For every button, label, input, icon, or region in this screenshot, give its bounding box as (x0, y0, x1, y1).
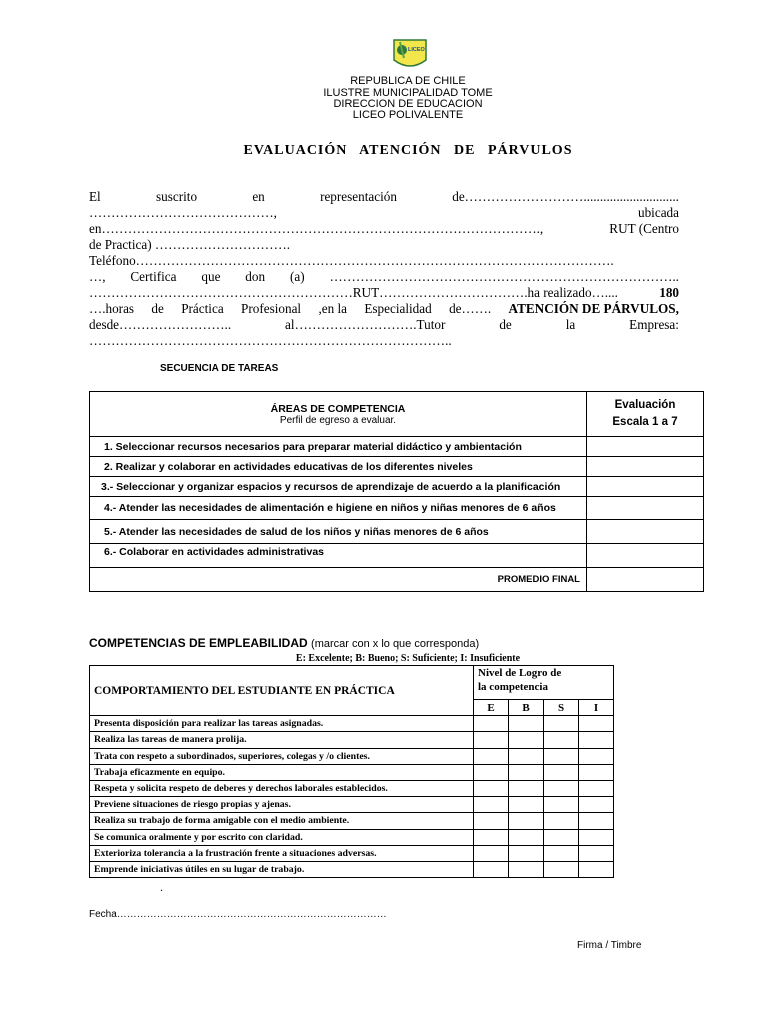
header-direction: DIRECCION DE EDUCACION (333, 98, 483, 110)
paragraph-line-3 (89, 221, 679, 237)
behavior-row: Realiza las tareas de manera prolija. (90, 732, 474, 748)
text-span: de………………………............................. (452, 189, 679, 204)
text-span: de……. (449, 301, 492, 316)
grade-cell[interactable] (587, 477, 704, 497)
behavior-row: Emprende iniciativas útiles en su lugar de trabajo. (90, 861, 474, 877)
grade-cell[interactable] (587, 544, 704, 568)
text-span: ….horas (89, 301, 135, 316)
text-span: representación (320, 189, 397, 204)
average-cell[interactable] (587, 568, 704, 592)
text-span: que (201, 269, 221, 284)
behavior-row: Realiza su trabajo de forma amigable con el medio ambiente. (90, 813, 474, 829)
page-title: EVALUACIÓN ATENCIÓN DE PÁRVULOS (243, 143, 573, 158)
text-span: …, (89, 269, 106, 284)
mark-cell-s[interactable] (544, 732, 579, 748)
behavior-row: Presenta disposición para realizar las tareas asignadas. (90, 716, 474, 732)
mark-cell-i[interactable] (579, 764, 614, 780)
mark-cell-b[interactable] (509, 764, 544, 780)
competence-header-cell (90, 392, 587, 437)
mark-cell-b[interactable] (509, 829, 544, 845)
competence-item: 2. Realizar y colaborar en actividades educativas de los diferentes niveles (90, 457, 587, 477)
paragraph-line-2 (89, 205, 679, 221)
rating-scale-legend: E: Excelente; B: Bueno; S: Suficiente; I: Insuficiente (295, 653, 521, 664)
mark-cell-e[interactable] (474, 732, 509, 748)
mark-cell-s[interactable] (544, 829, 579, 845)
mark-cell-b[interactable] (509, 861, 544, 877)
text-span: en (252, 189, 265, 204)
paragraph-line-8 (89, 301, 679, 317)
achievement-level-line-1: Nivel de Logro de (478, 667, 562, 679)
behavior-row: Exterioriza tolerancia a la frustración frente a situaciones adversas. (90, 845, 474, 861)
level-header-e: E (474, 700, 509, 716)
evaluation-scale: Escala 1 a 7 (612, 416, 678, 428)
text-span: Empresa: (629, 317, 679, 332)
mark-cell-b[interactable] (509, 813, 544, 829)
paragraph-line-1 (89, 189, 679, 205)
school-logo (390, 38, 430, 72)
mark-cell-e[interactable] (474, 845, 509, 861)
competence-item: 5.- Atender las necesidades de salud de los niños y niñas menores de 6 años (90, 520, 587, 544)
mark-cell-i[interactable] (579, 813, 614, 829)
text-span: Certifica (130, 269, 177, 284)
mark-cell-s[interactable] (544, 716, 579, 732)
competence-item: 6.- Colaborar en actividades administrativas (90, 544, 587, 568)
text-span: ubicada (637, 205, 679, 220)
grade-cell[interactable] (587, 497, 704, 520)
mark-cell-i[interactable] (579, 732, 614, 748)
employability-heading (89, 636, 479, 650)
text-span: en………………………………………………………………………………………., (89, 221, 544, 236)
mark-cell-b[interactable] (509, 748, 544, 764)
mark-cell-e[interactable] (474, 861, 509, 877)
mark-cell-i[interactable] (579, 845, 614, 861)
mark-cell-i[interactable] (579, 780, 614, 796)
text-span: Profesional (241, 301, 302, 316)
behavior-row: Trabaja eficazmente en equipo. (90, 764, 474, 780)
behavior-row: Respeta y solicita respeto de deberes y derechos laborales establecidos. (90, 780, 474, 796)
mark-cell-b[interactable] (509, 845, 544, 861)
competence-item: 4.- Atender las necesidades de alimentación e higiene en niños y niñas menores de 6 años (90, 497, 587, 520)
text-span: ……………………………………………………RUT…………………………….ha realizado….... (89, 285, 618, 300)
employability-title: COMPETENCIAS DE EMPLEABILIDAD (89, 636, 308, 650)
average-label: PROMEDIO FINAL (90, 568, 587, 592)
evaluation-header-cell (587, 392, 704, 437)
grade-cell[interactable] (587, 437, 704, 457)
employability-table (89, 665, 614, 878)
evaluation-header-title: Evaluación (614, 399, 676, 411)
mark-cell-s[interactable] (544, 748, 579, 764)
mark-cell-b[interactable] (509, 716, 544, 732)
employability-note: (marcar con x lo que corresponda) (311, 638, 480, 650)
hours-value: 180 (659, 285, 679, 300)
mark-cell-b[interactable] (509, 780, 544, 796)
paragraph-line-5: Teléfono………………………………………………………………………………………………. (89, 253, 614, 268)
paragraph-line-10: ……………………………………………………………………….. (89, 333, 452, 348)
text-span: …………………………………………………………………….. (329, 269, 679, 284)
stray-dot: . (160, 880, 163, 894)
paragraph-line-6 (89, 269, 679, 285)
competence-table (89, 391, 704, 592)
mark-cell-e[interactable] (474, 780, 509, 796)
text-span: Especialidad (364, 301, 432, 316)
text-span: (a) (289, 269, 305, 284)
signature-label: Firma / Timbre (577, 940, 642, 951)
mark-cell-s[interactable] (544, 780, 579, 796)
grade-cell[interactable] (587, 457, 704, 477)
mark-cell-s[interactable] (544, 845, 579, 861)
competence-header-title: ÁREAS DE COMPETENCIA (270, 402, 406, 415)
mark-cell-s[interactable] (544, 797, 579, 813)
mark-cell-e[interactable] (474, 716, 509, 732)
text-span: desde…………………….. (89, 317, 232, 332)
header-municipality: ILUSTRE MUNICIPALIDAD TOME (323, 87, 493, 99)
competence-item: 1. Seleccionar recursos necesarios para preparar material didáctico y ambientación (90, 437, 587, 457)
behavior-row: Se comunica oralmente y por escrito con claridad. (90, 829, 474, 845)
mark-cell-s[interactable] (544, 861, 579, 877)
mark-cell-b[interactable] (509, 732, 544, 748)
competence-header-subtitle: Perfil de egreso a evaluar. (279, 414, 397, 426)
text-span: don (245, 269, 266, 284)
level-header-b: B (509, 700, 544, 716)
text-span: de (499, 317, 512, 332)
mark-cell-e[interactable] (474, 748, 509, 764)
achievement-level-header (474, 666, 614, 700)
text-span: suscrito (156, 189, 198, 204)
behavior-row: Previene situaciones de riesgo propias y ajenas. (90, 797, 474, 813)
text-span: de (151, 301, 164, 316)
mark-cell-b[interactable] (509, 797, 544, 813)
header-country: REPUBLICA DE CHILE (350, 75, 466, 87)
text-span: ……………………………………, (89, 205, 277, 220)
sequence-title: SECUENCIA DE TAREAS (160, 363, 279, 374)
mark-cell-e[interactable] (474, 813, 509, 829)
mark-cell-i[interactable] (579, 716, 614, 732)
competence-item: 3.- Seleccionar y organizar espacios y recursos de aprendizaje de acuerdo a la planificación (90, 477, 587, 497)
mark-cell-i[interactable] (579, 861, 614, 877)
text-span: al……………………….Tutor (285, 317, 446, 332)
text-span: la (565, 317, 576, 332)
mark-cell-s[interactable] (544, 813, 579, 829)
mark-cell-s[interactable] (544, 764, 579, 780)
paragraph-line-4: de Practica) …………………………. (89, 237, 291, 252)
level-header-s: S (544, 700, 579, 716)
text-span: RUT (Centro (609, 221, 679, 236)
behavior-row: Trata con respeto a subordinados, superiores, colegas y /o clientes. (90, 748, 474, 764)
header-school: LICEO POLIVALENTE (352, 109, 464, 121)
grade-cell[interactable] (587, 520, 704, 544)
mark-cell-e[interactable] (474, 829, 509, 845)
mark-cell-e[interactable] (474, 797, 509, 813)
paragraph-line-7 (89, 285, 679, 301)
behavior-header: COMPORTAMIENTO DEL ESTUDIANTE EN PRÁCTICA (90, 666, 474, 716)
achievement-level-line-2: la competencia (478, 681, 548, 693)
text-span: Práctica (181, 301, 224, 316)
date-field[interactable]: Fecha……………………………………………………………………… (89, 909, 387, 920)
mark-cell-e[interactable] (474, 764, 509, 780)
paragraph-line-9 (89, 317, 679, 333)
mark-cell-i[interactable] (579, 748, 614, 764)
level-header-i: I (579, 700, 614, 716)
specialty-name: ATENCIÓN DE PÁRVULOS, (508, 301, 679, 316)
logo-text: LICEO (408, 47, 425, 53)
text-span: ,en la (318, 301, 347, 316)
mark-cell-i[interactable] (579, 829, 614, 845)
mark-cell-i[interactable] (579, 797, 614, 813)
text-span: El (89, 189, 101, 204)
